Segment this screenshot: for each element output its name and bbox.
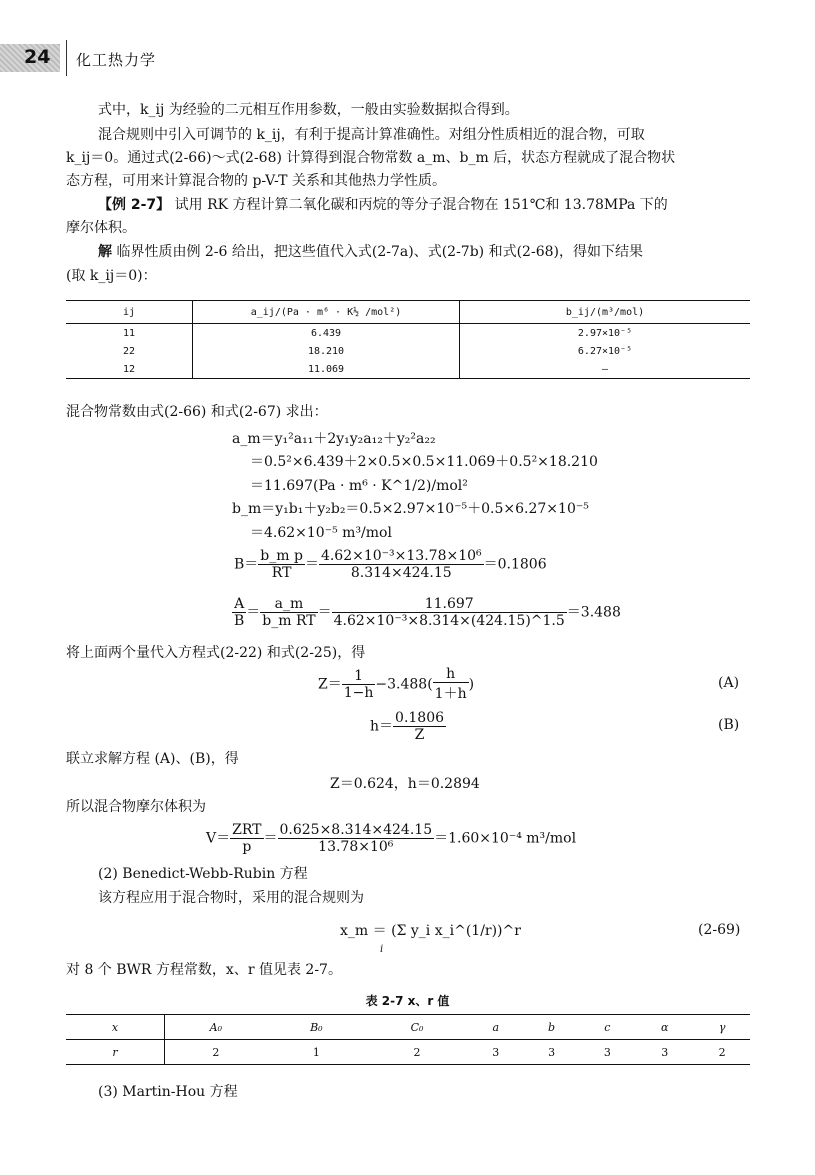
critical-properties-table: [66, 300, 750, 379]
fraction: [278, 822, 435, 855]
equation-bm-2: ＝4.62×10⁻⁵ m³/mol: [250, 525, 392, 541]
fraction: [260, 596, 317, 629]
equation-solution: Z＝0.624，h＝0.2894: [330, 776, 480, 792]
paragraph-solve: 联立求解方程 (A)、(B)，得: [66, 751, 239, 767]
numerator: 11.697: [424, 596, 474, 612]
table-cell: 2: [165, 1040, 267, 1065]
denominator: b_m RT: [262, 613, 316, 629]
table-cell: 3: [524, 1040, 580, 1065]
equation-V: V＝ $\frac{\text{ZRT}}{p}$ ＝ $\frac{0.625\times 8.314\times 424.15}{\text{13.78×10⁶}}$ ＝1.60×10⁻⁴ m³/mol: [206, 822, 577, 855]
numerator: A: [234, 596, 245, 612]
numerator: 1: [354, 668, 364, 684]
numerator: b_m p: [260, 548, 303, 564]
paragraph-mixing-rule-1: 混合规则中引入可调节的 k_ij，有利于提高计算准确性。对组分性质相近的混合物，可取: [98, 127, 645, 143]
paragraph-mixing-rule-2: k_ij＝0。通过式(2-66)～式(2-68) 计算得到混合物常数 a_m、b_m 后，状态方程就成了混合物状: [66, 150, 676, 166]
solution-statement: [98, 242, 643, 262]
equation-Z-coefficient: −3.488: [375, 676, 428, 693]
equation-mixing-rule: x_m ＝ (Σ y_i x_i^(1/r))^r: [340, 923, 521, 939]
table-cell: 6.27×10⁻⁵: [577, 345, 633, 357]
solution-label: 解: [98, 244, 112, 260]
section-heading-martin-hou: (3) Martin-Hou 方程: [98, 1084, 238, 1100]
equation-bm-1: b_m＝y₁b₁＋y₂b₂＝0.5×2.97×10⁻⁵＋0.5×6.27×10⁻⁵: [232, 501, 589, 517]
table-cell: 11.069: [193, 360, 460, 379]
equation-Z-lhs: Z＝: [318, 676, 342, 693]
table-header: ij: [66, 301, 193, 324]
fraction: [393, 710, 446, 743]
table-cell: r: [66, 1040, 165, 1065]
table-cell: x: [66, 1015, 165, 1040]
table-cell: 3: [468, 1040, 524, 1065]
table-cell: 3: [580, 1040, 636, 1065]
table-cell: 11: [66, 324, 193, 343]
table-header: b_ij/(m³/mol): [460, 301, 751, 324]
denominator: B: [234, 613, 245, 629]
paragraph-bwr-table-ref: 对 8 个 BWR 方程常数，x、r 值见表 2-7。: [66, 962, 342, 978]
bwr-xr-table: [66, 1014, 750, 1065]
fraction: [433, 666, 469, 703]
example-label: 【例 2-7】: [98, 197, 171, 213]
table-cell: α: [635, 1015, 694, 1040]
equation-A-over-B: $\frac{A}{B}$ ＝ $\frac{a\_m}{\text{b\_m RT}}$ ＝ $\frac{11.697}{\text{4.62×10⁻³×8.314×(424.15)\textasciicircum{}1.5}}$ ＝3.488: [234, 596, 621, 629]
equation-h-lhs: h＝: [370, 718, 394, 735]
table-cell: γ: [694, 1015, 750, 1040]
section-heading-bwr: (2) Benedict-Webb-Rubin 方程: [98, 866, 308, 882]
denominator: 4.62×10⁻³×8.314×(424.15)^1.5: [333, 613, 565, 629]
solution-text: 临界性质由例 2-6 给出，把这些值代入式(2-7a)、式(2-7b) 和式(2-68)，得如下结果: [116, 244, 643, 260]
table-cell: 18.210: [193, 342, 460, 360]
fraction: [230, 822, 263, 855]
table-header: a_ij/(Pa · m⁶ · K½ /mol²): [193, 301, 460, 324]
equation-am-1: a_m＝y₁²a₁₁＋2y₁y₂a₁₂＋y₂²a₂₂: [232, 431, 436, 447]
paragraph-kij-definition: 式中，k_ij 为经验的二元相互作用参数，一般由实验数据拟合得到。: [98, 102, 519, 118]
denominator: 1−h: [343, 685, 374, 701]
fraction: [258, 548, 305, 581]
numerator: 0.1806: [395, 710, 445, 726]
paragraph-mixture-constants: 混合物常数由式(2-66) 和式(2-67) 求出：: [66, 404, 328, 420]
table-cell: 2.97×10⁻⁵: [577, 327, 633, 339]
solution-statement-cont: (取 k_ij＝0)：: [66, 268, 157, 284]
header-divider: [66, 40, 67, 76]
table-cell: 1: [267, 1040, 366, 1065]
example-text: 试用 RK 方程计算二氧化碳和丙烷的等分子混合物在 151℃和 13.78MPa 下的: [174, 197, 668, 213]
equation-B: B＝ $\frac{\text{b\_m p}}{RT}$ ＝ $\frac{\text{4.62×10⁻³×13.78×10⁶}}{8.314\times 424.15}$ ＝0.1806: [234, 548, 547, 581]
example-statement: [98, 195, 668, 215]
table-cell: A₀: [165, 1015, 267, 1040]
table-cell: C₀: [366, 1015, 468, 1040]
table-cell: a: [468, 1015, 524, 1040]
denominator: 13.78×10⁶: [278, 838, 435, 855]
equation-mixing-rule-subscript: i: [380, 944, 384, 955]
table-cell: 6.439: [193, 324, 460, 343]
fraction: [319, 548, 484, 581]
paragraph-molar-volume: 所以混合物摩尔体积为: [66, 799, 206, 815]
equation-V-result: ＝1.60×10⁻⁴ m³/mol: [434, 830, 577, 847]
equation-label-A: (A): [718, 675, 740, 691]
table-cell: b: [524, 1015, 580, 1040]
equation-B-lhs: B＝: [234, 556, 259, 573]
running-header-title: 化工热力学: [76, 51, 157, 69]
page-number: 24: [24, 46, 51, 68]
table-cell: 2: [366, 1040, 468, 1065]
table-caption: 表 2-7 x、r 值: [365, 994, 450, 1008]
denominator: 1＋h: [433, 682, 469, 703]
equation-h: [370, 710, 446, 743]
example-statement-cont: 摩尔体积。: [66, 220, 136, 236]
paragraph-bwr-rule: 该方程应用于混合物时，采用的混合规则为: [98, 890, 364, 906]
equation-am-2: ＝0.5²×6.439＋2×0.5×0.5×11.069＋0.5²×18.210: [250, 454, 598, 470]
denominator: Z: [393, 726, 446, 743]
numerator: 4.62×10⁻³×13.78×10⁶: [320, 548, 482, 564]
denominator: 8.314×424.15: [319, 564, 484, 581]
equation-V-lhs: V＝: [206, 830, 231, 847]
equation-B-result: ＝0.1806: [483, 556, 547, 573]
table-cell: c: [580, 1015, 636, 1040]
fraction: [332, 596, 567, 629]
equation-label-B: (B): [718, 717, 740, 733]
table-cell: 3: [635, 1040, 694, 1065]
table-cell: 2: [694, 1040, 750, 1065]
numerator: h: [446, 666, 456, 682]
table-cell: B₀: [267, 1015, 366, 1040]
numerator: a_m: [274, 596, 304, 612]
fraction: [342, 668, 376, 701]
equation-AB-result: ＝3.488: [566, 604, 621, 621]
equation-label-2-69: (2-69): [698, 922, 741, 938]
numerator: ZRT: [232, 822, 262, 838]
denominator: p: [230, 838, 263, 855]
equation-am-3: ＝11.697(Pa · m⁶ · K^1/2)/mol²: [250, 478, 468, 494]
denominator: RT: [258, 564, 305, 581]
table-cell: 12: [66, 360, 193, 379]
paragraph-mixing-rule-3: 态方程，可用来计算混合物的 p-V-T 关系和其他热力学性质。: [66, 173, 446, 189]
fraction: [232, 596, 246, 629]
table-cell: —: [460, 360, 751, 379]
equation-Z: Z＝ $\frac{1}{1-h}$ −3.488( $\frac{h}{1+h}$ ): [318, 666, 475, 702]
table-cell: 22: [66, 342, 193, 360]
numerator: 0.625×8.314×424.15: [279, 822, 433, 838]
paragraph-substitute: 将上面两个量代入方程式(2-22) 和式(2-25)，得: [66, 645, 366, 661]
